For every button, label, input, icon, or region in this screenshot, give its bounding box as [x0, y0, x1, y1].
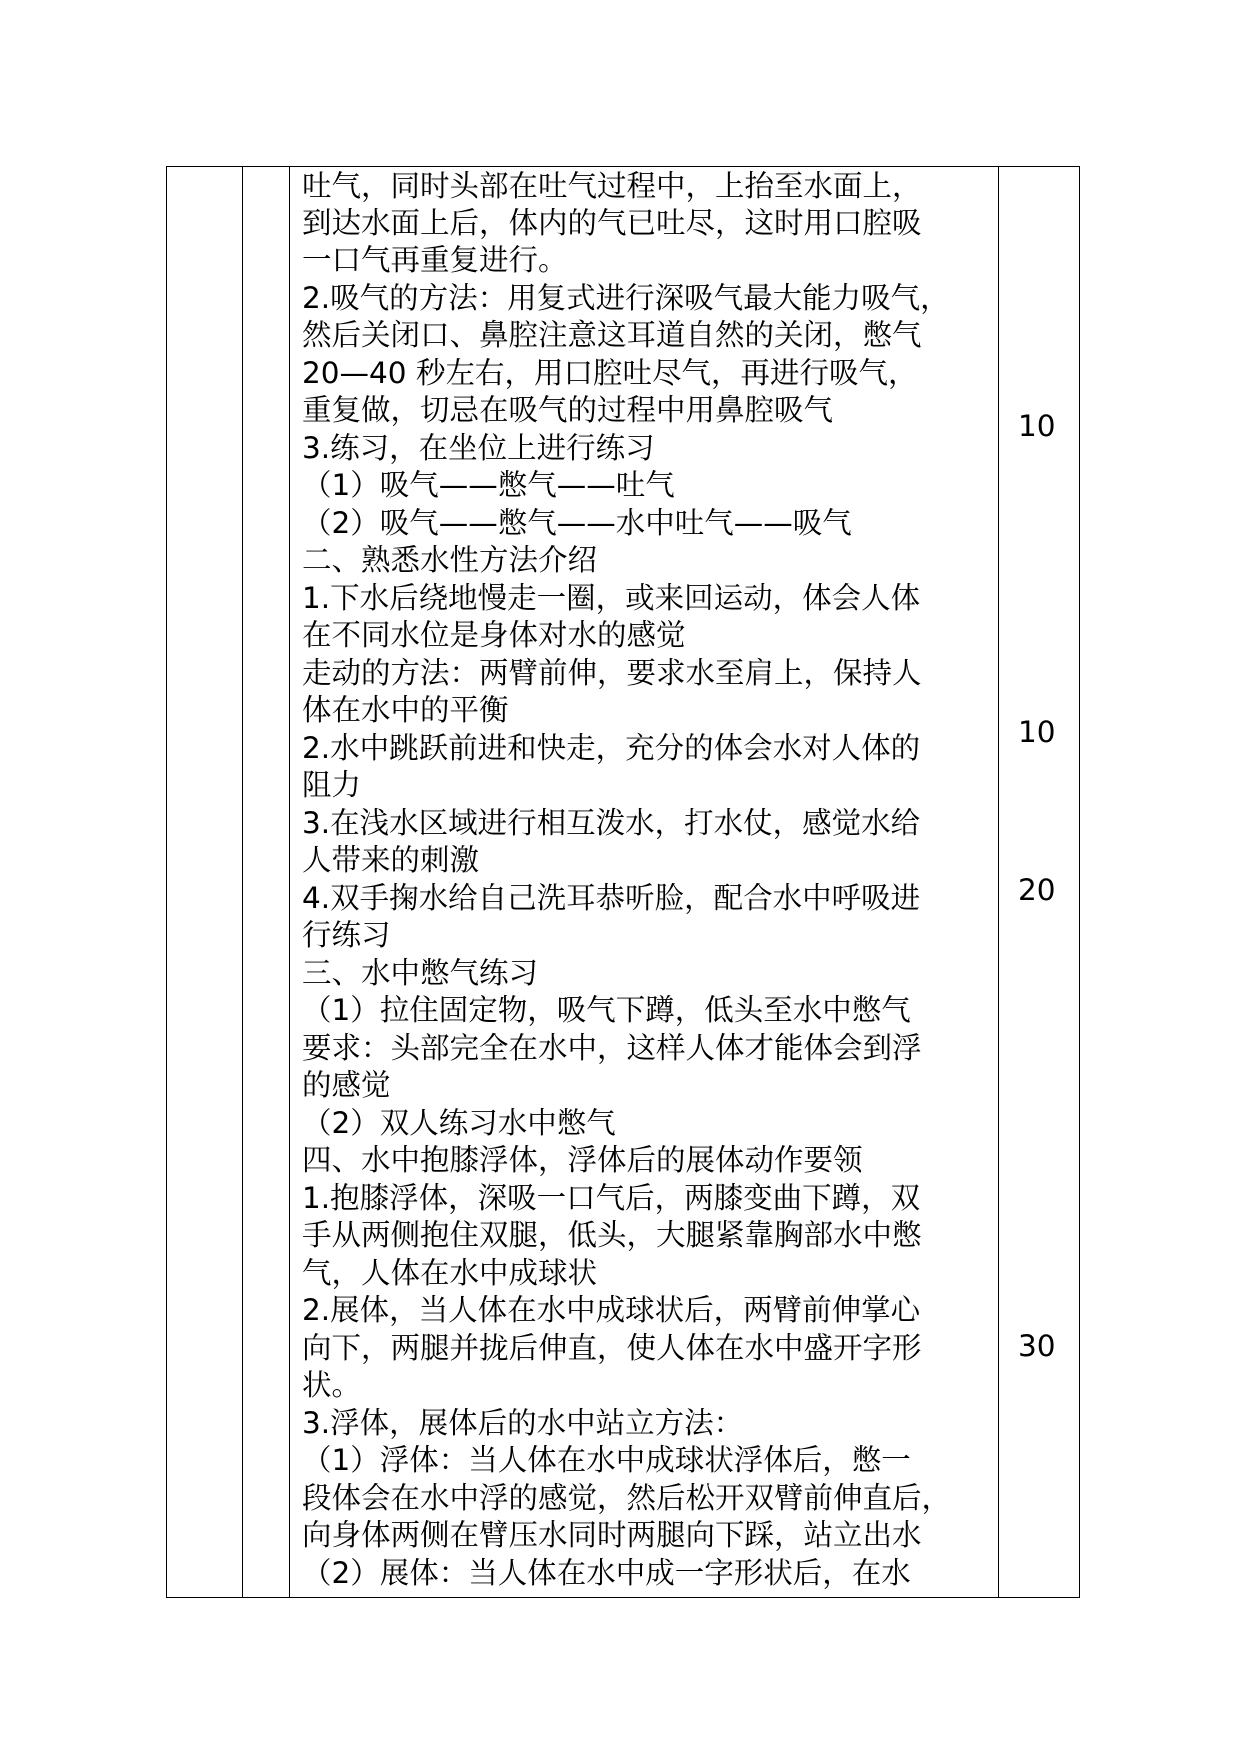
lesson-table — [166, 166, 1080, 1598]
content-line: （2）双人练习水中憋气 — [302, 1106, 616, 1140]
content-line: （2）吸气——憋气——水中吐气——吸气 — [302, 506, 852, 540]
content-line: 行练习 — [302, 918, 391, 952]
content-line: 人带来的刺激 — [302, 843, 480, 877]
time-value: 10 — [1018, 715, 1056, 749]
content-line: 20—40 秒左右，用口腔吐尽气，再进行吸气， — [302, 356, 918, 390]
content-line: 2.吸气的方法：用复式进行深吸气最大能力吸气， — [302, 281, 950, 315]
content-line: （1）拉住固定物，吸气下蹲，低头至水中憋气 — [302, 993, 911, 1027]
content-line: 手从两侧抱住双腿，低头，大腿紧靠胸部水中憋 — [302, 1218, 922, 1252]
content-line: 向身体两侧在臂压水同时两腿向下踩，站立出水 — [302, 1518, 922, 1552]
content-line: 一口气再重复进行。 — [302, 243, 568, 277]
content-line: 走动的方法：两臂前伸，要求水至肩上，保持人 — [302, 656, 922, 690]
content-line: 3.在浅水区域进行相互泼水，打水仗，感觉水给 — [302, 806, 921, 840]
content-line: 要求：头部完全在水中，这样人体才能体会到浮 — [302, 1031, 922, 1065]
content-line: （1）浮体：当人体在水中成球状浮体后，憋一 — [302, 1443, 911, 1477]
content-line: 2.展体，当人体在水中成球状后，两臂前伸掌心 — [302, 1293, 921, 1327]
content-line: 气，人体在水中成球状 — [302, 1256, 598, 1290]
content-line: 3.浮体，展体后的水中站立方法： — [302, 1406, 744, 1440]
content-line: （2）展体：当人体在水中成一字形状后，在水 — [302, 1556, 911, 1590]
content-line: 1.下水后绕地慢走一圈，或来回运动，体会人体 — [302, 581, 921, 615]
content-line: 在不同水位是身体对水的感觉 — [302, 618, 686, 652]
content-line: 1.抱膝浮体，深吸一口气后，两膝变曲下蹲，双 — [302, 1181, 921, 1215]
content-line: 段体会在水中浮的感觉，然后松开双臂前伸直后， — [302, 1481, 952, 1515]
content-line: 阻力 — [302, 768, 362, 802]
content-line: 向下，两腿并拢后伸直，使人体在水中盛开字形 — [302, 1331, 922, 1365]
time-value: 30 — [1018, 1329, 1056, 1363]
content-line: （1）吸气——憋气——吐气 — [302, 468, 675, 502]
content-line: 状。 — [302, 1368, 362, 1402]
content-line: 到达水面上后，体内的气已吐尽，这时用口腔吸 — [302, 206, 922, 240]
column-divider — [242, 167, 243, 1597]
content-line: 体在水中的平衡 — [302, 693, 509, 727]
content-line: 二、熟悉水性方法介绍 — [302, 543, 598, 577]
content-line: 然后关闭口、鼻腔注意这耳道自然的关闭，憋气 — [302, 318, 922, 352]
time-value: 20 — [1018, 873, 1056, 907]
content-line: 4.双手掬水给自己洗耳恭听脸，配合水中呼吸进 — [302, 881, 921, 915]
content-line: 吐气，同时头部在吐气过程中，上抬至水面上， — [302, 169, 922, 203]
column-divider — [289, 167, 290, 1597]
content-line: 2.水中跳跃前进和快走，充分的体会水对人体的 — [302, 731, 921, 765]
content-line: 重复做，切忌在吸气的过程中用鼻腔吸气 — [302, 393, 834, 427]
content-line: 3.练习，在坐位上进行练习 — [302, 431, 655, 465]
content-line: 的感觉 — [302, 1068, 391, 1102]
content-cell — [302, 167, 1002, 1597]
content-line: 三、水中憋气练习 — [302, 956, 539, 990]
time-value: 10 — [1018, 409, 1056, 443]
content-line: 四、水中抱膝浮体，浮体后的展体动作要领 — [302, 1143, 863, 1177]
